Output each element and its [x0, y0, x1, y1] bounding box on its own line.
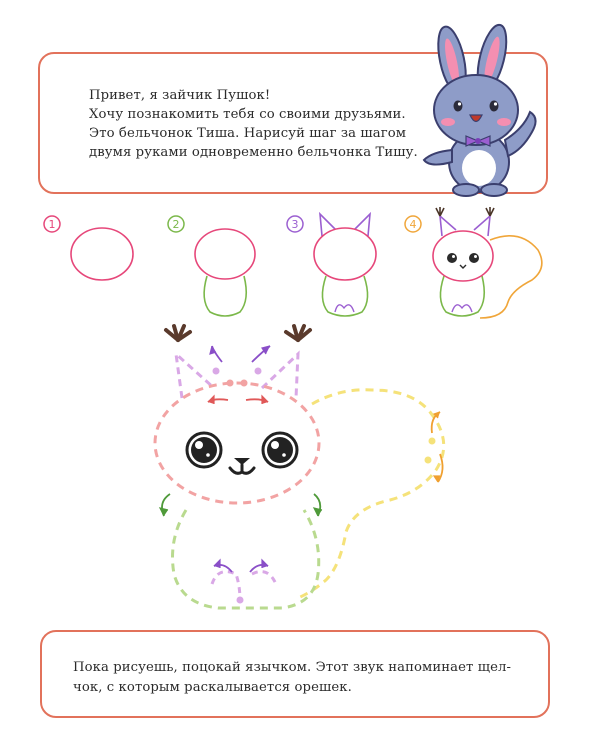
squirrel-face — [187, 433, 297, 473]
start-dot — [425, 457, 432, 464]
intro-line: двумя руками одновременно бельчонка Тишу. — [89, 145, 418, 160]
tip-text — [73, 658, 511, 698]
start-dot — [429, 438, 436, 445]
ear-tuft-right-icon — [286, 326, 310, 340]
tail-trace — [298, 390, 444, 598]
ear-left-trace — [176, 354, 214, 398]
body-trace — [173, 510, 319, 608]
ear-tuft-left-icon — [166, 326, 190, 340]
tip-line: чок, с которым раскалывается орешек. — [73, 680, 352, 695]
tip-line: Пока рисуешь, поцокай язычком. Этот звук напоминает щел- — [73, 660, 512, 675]
intro-line: Привет, я зайчик Пушок! — [89, 88, 271, 103]
intro-line: Хочу познакомить тебя со своими друзьями. — [89, 107, 406, 122]
paws-trace — [212, 572, 276, 600]
step-number: 1 — [48, 218, 56, 231]
step-number: 4 — [409, 218, 417, 231]
step-number: 3 — [291, 218, 299, 231]
step-number: 2 — [172, 218, 180, 231]
intro-line: Это бельчонок Тиша. Нарисуй шаг за шагом — [89, 126, 407, 141]
